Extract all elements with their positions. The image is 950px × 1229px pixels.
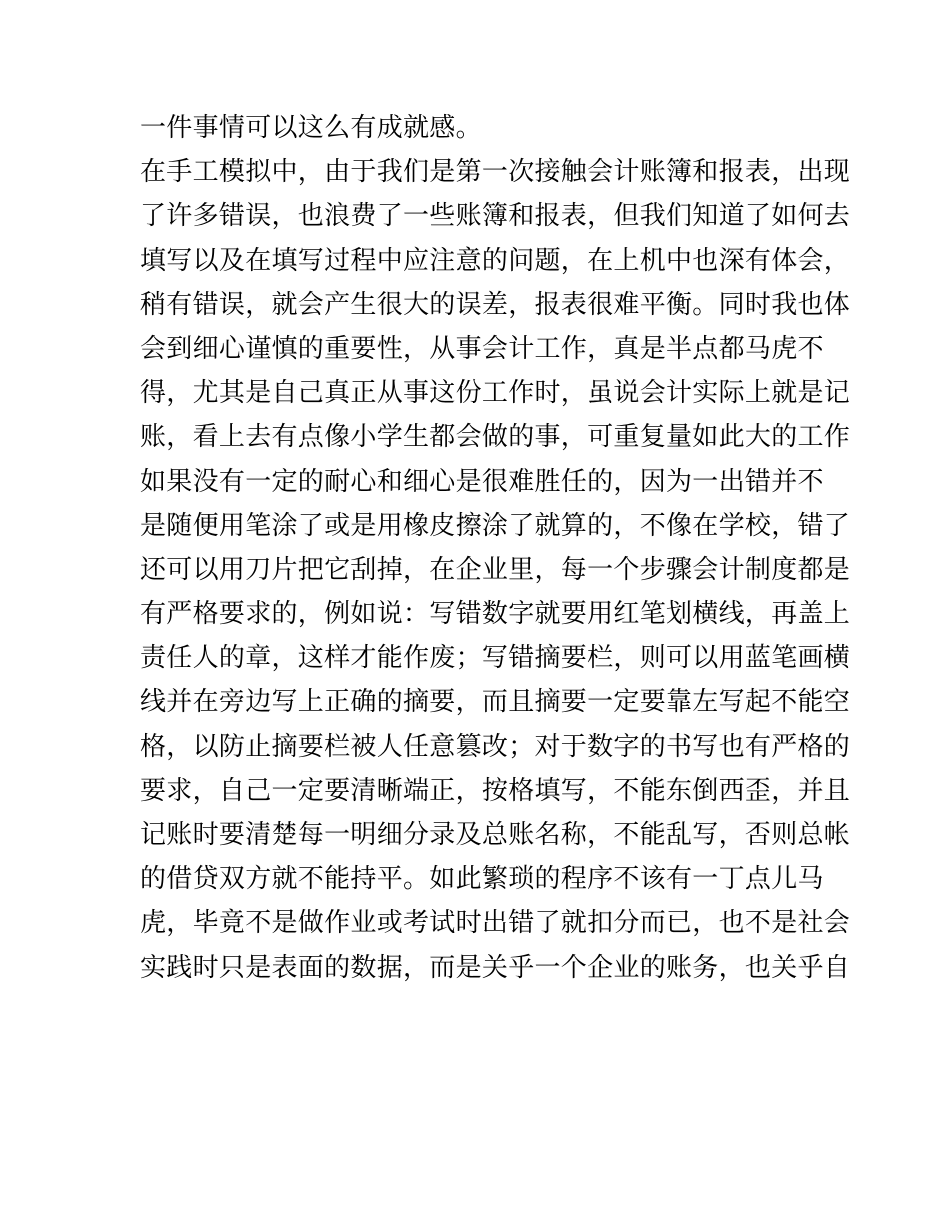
text-line-20: 实践时只是表面的数据，而是关乎一个企业的账务，也关乎自 (140, 952, 851, 983)
text-line-5: 稍有错误，就会产生很大的误差，报表很难平衡。同时我也体 (140, 289, 851, 320)
text-line-15: 格，以防止摘要栏被人任意篡改；对于数字的书写也有严格的 (140, 731, 851, 762)
text-line-12: 有严格要求的，例如说：写错数字就要用红笔划横线，再盖上 (140, 599, 851, 630)
text-line-1: 一件事情可以这么有成就感。 (140, 113, 482, 143)
text-line-19: 虎，毕竟不是做作业或考试时出错了就扣分而已，也不是社会 (140, 908, 851, 939)
text-line-10: 是随便用笔涂了或是用橡皮擦涂了就算的，不像在学校，错了 (140, 510, 851, 541)
text-line-2: 在手工模拟中，由于我们是第一次接触会计账簿和报表，出现 (140, 157, 851, 188)
text-line-9: 如果没有一定的耐心和细心是很难胜任的，因为一出错并不 (140, 466, 824, 497)
text-line-14: 线并在旁边写上正确的摘要，而且摘要一定要靠左写起不能空 (140, 687, 851, 718)
text-line-8: 账，看上去有点像小学生都会做的事，可重复量如此大的工作 (140, 422, 851, 453)
text-line-17: 记账时要清楚每一明细分录及总账名称，不能乱写，否则总帐 (140, 820, 851, 850)
text-line-6: 会到细心谨慎的重要性，从事会计工作，真是半点都马虎不 (140, 333, 824, 364)
text-line-4: 填写以及在填写过程中应注意的问题，在上机中也深有体会， (140, 245, 851, 276)
body-text (140, 106, 851, 990)
text-line-18: 的借贷双方就不能持平。如此繁琐的程序不该有一丁点儿马 (140, 864, 824, 895)
text-line-3: 了许多错误，也浪费了一些账簿和报表，但我们知道了如何去 (140, 201, 851, 232)
text-line-13: 责任人的章，这样才能作废；写错摘要栏，则可以用蓝笔画横 (140, 643, 851, 674)
text-line-16: 要求，自己一定要清晰端正，按格填写，不能东倒西歪，并且 (140, 775, 851, 806)
text-line-11: 还可以用刀片把它刮掉，在企业里，每一个步骤会计制度都是 (140, 554, 851, 585)
text-line-7: 得，尤其是自己真正从事这份工作时，虽说会计实际上就是记 (140, 378, 851, 409)
